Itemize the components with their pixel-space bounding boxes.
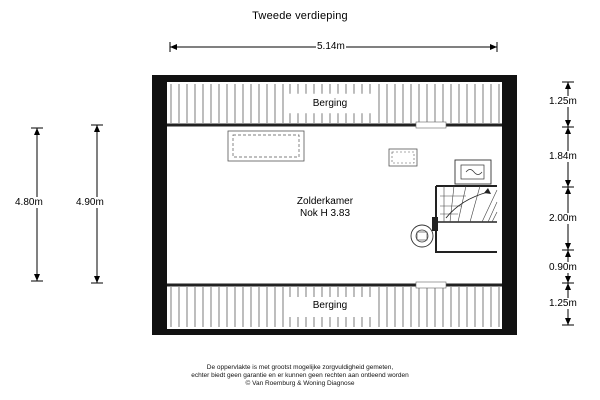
right-dim-1: 1.25m bbox=[549, 96, 577, 107]
washing-machine bbox=[411, 225, 433, 247]
boiler-unit bbox=[455, 160, 491, 184]
main-room-name: Zolderkamer bbox=[296, 196, 354, 207]
right-dim-4: 0.90m bbox=[549, 262, 577, 273]
depth-inner-label: 4.90m bbox=[76, 197, 104, 208]
disclaimer bbox=[170, 364, 430, 388]
floor-title: Tweede verdieping bbox=[252, 10, 348, 22]
right-dim-5: 1.25m bbox=[549, 298, 577, 309]
width-top-label: 5.14m bbox=[317, 41, 345, 52]
right-dim-3: 2.00m bbox=[549, 213, 577, 224]
disclaimer-line-2: echter biedt geen garantie en er kunnen geen rechten aan ontleend worden bbox=[191, 372, 409, 379]
top-storage-label: Berging bbox=[312, 98, 348, 109]
right-dim-2: 1.84m bbox=[549, 151, 577, 162]
main-room-height: Nok H 3.83 bbox=[299, 208, 351, 219]
depth-outer-label: 4.80m bbox=[15, 197, 43, 208]
bottom-storage-door bbox=[416, 282, 446, 288]
copyright-line: © Van Roemburg & Woning Diagnose bbox=[245, 380, 355, 387]
disclaimer-line-1: De oppervlakte is met grootst mogelijke zorgvuldigheid gemeten, bbox=[206, 364, 394, 371]
bottom-storage-label: Berging bbox=[312, 300, 348, 311]
top-storage-door bbox=[416, 122, 446, 128]
dimension-chain-right bbox=[562, 82, 574, 325]
